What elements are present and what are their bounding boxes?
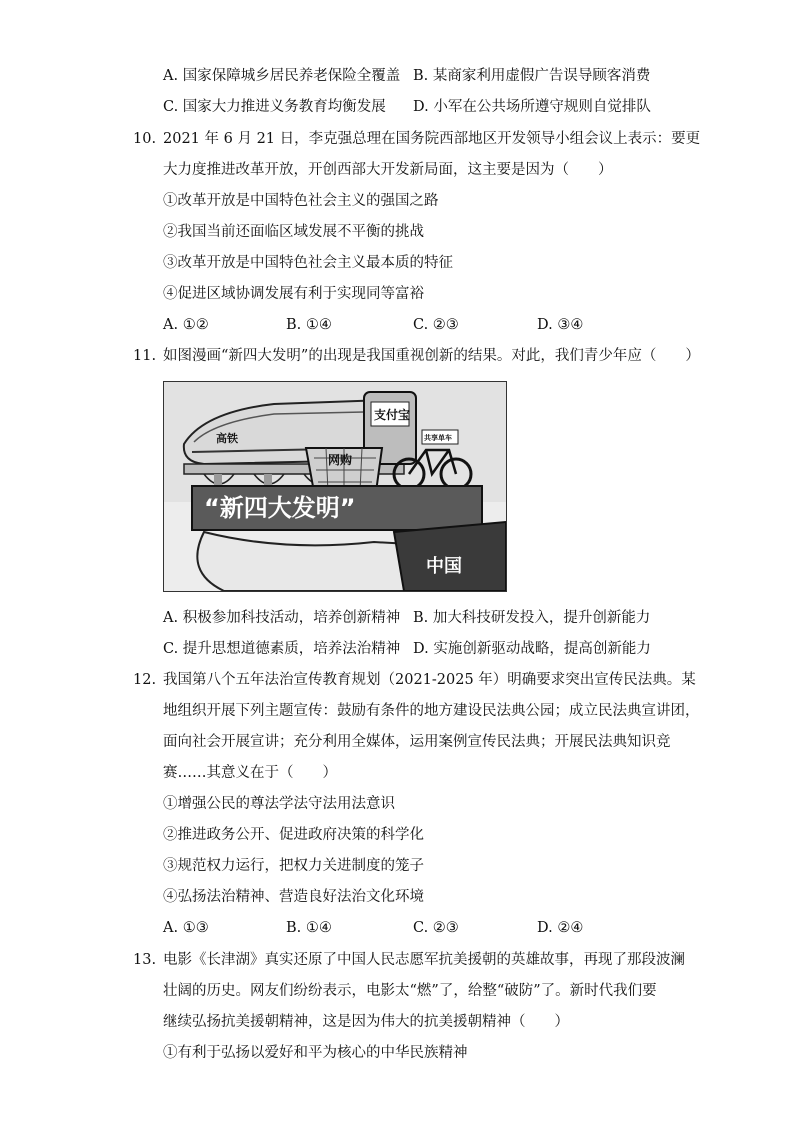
question-text: 电影《长津湖》真实还原了中国人民志愿军抗美援朝的英雄故事，再现了那段波澜: [163, 952, 685, 968]
question-number: 13.: [133, 952, 157, 968]
statement-item: ③规范权力运行，把权力关进制度的笼子: [163, 858, 424, 874]
question-number: 10.: [133, 131, 157, 147]
statement-item: ①有利于弘扬以爱好和平为核心的中华民族精神: [163, 1045, 468, 1061]
option-a: A. ①③: [163, 920, 209, 936]
cart-label: 网购: [328, 453, 353, 467]
statement-item: ②推进政务公开、促进政府决策的科学化: [163, 827, 424, 843]
option-c: C. 国家大力推进义务教育均衡发展: [163, 99, 386, 115]
statement-item: ④促进区域协调发展有利于实现同等富裕: [163, 286, 424, 302]
question-text: 赛……其意义在于（ ）: [163, 765, 337, 781]
option-b: B. 某商家利用虚假广告误导顾客消费: [413, 68, 651, 84]
option-d: D. 实施创新驱动战略，提高创新能力: [413, 641, 651, 657]
option-c: C. ②③: [413, 317, 459, 333]
train-label: 高铁: [216, 432, 238, 445]
option-d: D. 小军在公共场所遵守规则自觉排队: [413, 99, 651, 115]
question-text: 大力度推进改革开放，开创西部大开发新局面，这主要是因为（ ）: [163, 162, 613, 178]
option-b: B. 加大科技研发投入，提升创新能力: [413, 610, 651, 626]
option-d: D. ③④: [537, 317, 584, 333]
question-text: 2021 年 6 月 21 日，李克强总理在国务院西部地区开发领导小组会议上表示：要更: [163, 131, 701, 147]
statement-item: ③改革开放是中国特色社会主义最本质的特征: [163, 255, 453, 271]
sleeve-text: 中国: [426, 556, 462, 577]
statement-item: ①增强公民的尊法学法守法用法意识: [163, 796, 395, 812]
question-text: 面向社会开展宣讲；充分利用全媒体，运用案例宣传民法典；开展民法典知识竞: [163, 734, 671, 750]
question-text: 我国第八个五年法治宣传教育规划（2021-2025 年）明确要求突出宣传民法典。某: [163, 672, 696, 688]
question-text: 继续弘扬抗美援朝精神，这是因为伟大的抗美援朝精神（ ）: [163, 1014, 569, 1030]
option-b: B. ①④: [286, 317, 332, 333]
question-number: 11.: [133, 348, 157, 364]
statement-item: ②我国当前还面临区域发展不平衡的挑战: [163, 224, 424, 240]
bike-tag-label: 共享单车: [424, 434, 452, 442]
question-text: 壮阔的历史。网友们纷纷表示，电影太“燃”了，给整“破防”了。新时代我们要: [163, 983, 657, 999]
option-d: D. ②④: [537, 920, 584, 936]
option-a: A. 国家保障城乡居民养老保险全覆盖: [163, 68, 401, 84]
option-c: C. 提升思想道德素质，培养法治精神: [163, 641, 401, 657]
cartoon-figure: [163, 381, 507, 592]
option-c: C. ②③: [413, 920, 459, 936]
question-number: 12.: [133, 672, 157, 688]
phone-label: 支付宝: [374, 408, 411, 422]
statement-item: ④弘扬法治精神、营造良好法治文化环境: [163, 889, 424, 905]
statement-item: ①改革开放是中国特色社会主义的强国之路: [163, 193, 439, 209]
banner-text: “新四大发明”: [204, 494, 356, 522]
question-text: 如图漫画“新四大发明”的出现是我国重视创新的结果。对此，我们青少年应（ ）: [163, 348, 700, 364]
option-b: B. ①④: [286, 920, 332, 936]
option-a: A. 积极参加科技活动，培养创新精神: [163, 610, 401, 626]
question-text: 地组织开展下列主题宣传：鼓励有条件的地方建设民法典公园；成立民法典宣讲团，: [163, 703, 700, 719]
option-a: A. ①②: [163, 317, 209, 333]
